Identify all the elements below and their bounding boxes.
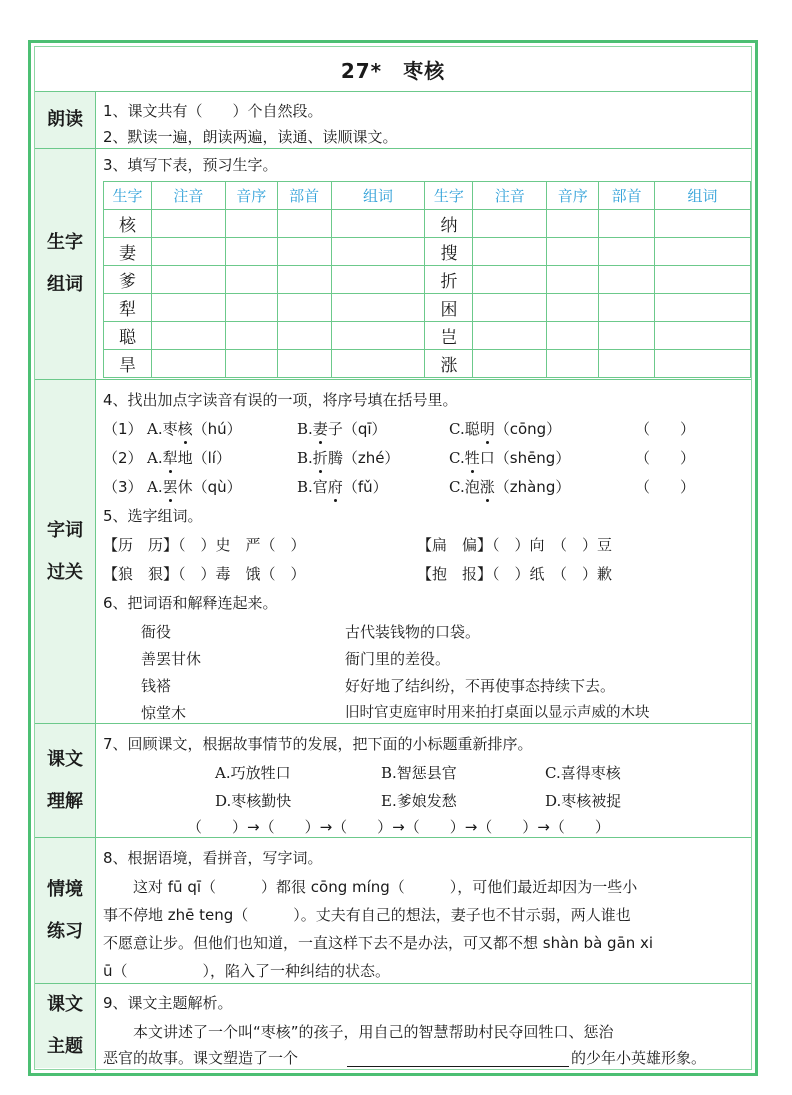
q6-term[interactable]: 钱褡 bbox=[141, 677, 172, 695]
answer-cell[interactable] bbox=[331, 210, 425, 238]
question-4: 4、找出加点字读音有误的一项，将序号填在括号里。 bbox=[103, 391, 458, 409]
q4-number: （2） bbox=[103, 449, 143, 467]
answer-cell[interactable] bbox=[225, 238, 277, 266]
q4-answer-blank[interactable]: （ ） bbox=[635, 449, 696, 467]
answer-cell[interactable] bbox=[277, 350, 331, 378]
vocab-char: 涨 bbox=[425, 350, 473, 378]
q5-left-set[interactable]: 【狼 狠】（ ）毒 饿（ ） bbox=[103, 565, 306, 583]
q6-definition[interactable]: 旧时官吏庭审时用来拍打桌面以显示声威的木块 bbox=[345, 705, 650, 721]
answer-cell[interactable] bbox=[655, 266, 751, 294]
answer-cell[interactable] bbox=[331, 350, 425, 378]
q7-order-blanks[interactable]: （ ）→（ ）→（ ）→（ ）→（ ）→（ ） bbox=[187, 818, 610, 836]
vocab-header: 注音 bbox=[151, 182, 225, 210]
table-row bbox=[104, 238, 751, 266]
answer-cell[interactable] bbox=[547, 350, 599, 378]
dotted-char: 核 bbox=[177, 420, 193, 438]
category-new-characters: 生字 组词 bbox=[35, 149, 95, 379]
dotted-char: 罢 bbox=[162, 478, 178, 496]
dotted-char: 明 bbox=[479, 420, 495, 438]
answer-cell[interactable] bbox=[473, 266, 547, 294]
q9-line: 本文讲述了一个叫“枣核”的孩子，用自己的智慧帮助村民夺回牲口、惩治 bbox=[103, 1023, 614, 1041]
dotted-char: 妻 bbox=[312, 420, 328, 438]
question-6: 6、把词语和解释连起来。 bbox=[103, 594, 278, 612]
answer-cell[interactable] bbox=[277, 294, 331, 322]
category-word-check: 字词 过关 bbox=[35, 380, 95, 723]
answer-cell[interactable] bbox=[151, 294, 225, 322]
vocab-header: 部首 bbox=[277, 182, 331, 210]
vocab-char: 爹 bbox=[104, 266, 152, 294]
answer-cell[interactable] bbox=[473, 238, 547, 266]
question-3: 3、填写下表，预习生字。 bbox=[103, 156, 278, 174]
divider bbox=[35, 148, 751, 149]
category-reading: 朗读 bbox=[35, 92, 95, 148]
answer-cell[interactable] bbox=[225, 322, 277, 350]
q4-answer-blank[interactable]: （ ） bbox=[635, 478, 696, 496]
answer-cell[interactable] bbox=[473, 350, 547, 378]
answer-cell[interactable] bbox=[151, 322, 225, 350]
q6-definition[interactable]: 好好地了结纠纷，不再使事态持续下去。 bbox=[345, 677, 616, 695]
question-5: 5、选字组词。 bbox=[103, 507, 203, 525]
dotted-char: 涨 bbox=[479, 478, 495, 496]
answer-cell[interactable] bbox=[331, 294, 425, 322]
divider bbox=[35, 379, 751, 380]
q7-option: E.爹娘发愁 bbox=[381, 792, 457, 810]
divider bbox=[35, 91, 751, 92]
q8-line: ū（ ），陷入了一种纠结的状态。 bbox=[103, 962, 391, 980]
answer-cell[interactable] bbox=[547, 294, 599, 322]
answer-cell[interactable] bbox=[331, 238, 425, 266]
question-1: 1、课文共有（ ）个自然段。 bbox=[103, 102, 323, 120]
vocab-header-row bbox=[104, 182, 751, 210]
vocab-char: 困 bbox=[425, 294, 473, 322]
q8-line: 不愿意让步。但他们也知道，一直这样下去不是办法，可又都不想 shàn bà gān xi bbox=[103, 934, 654, 952]
answer-cell[interactable] bbox=[277, 238, 331, 266]
q6-definition[interactable]: 衙门里的差役。 bbox=[345, 650, 451, 668]
q4-option-c: C.聪明（cōng） bbox=[449, 420, 562, 438]
answer-cell[interactable] bbox=[225, 266, 277, 294]
q6-term[interactable]: 惊堂木 bbox=[141, 704, 187, 722]
table-row bbox=[104, 322, 751, 350]
q4-option-c: C.牲口（shēng） bbox=[449, 449, 571, 467]
question-7: 7、回顾课文，根据故事情节的发展，把下面的小标题重新排序。 bbox=[103, 735, 533, 753]
q8-line: 事不停地 zhē teng（ ）。丈夫有自己的想法，妻子也不甘示弱，两人谁也 bbox=[103, 906, 631, 924]
answer-cell[interactable] bbox=[225, 294, 277, 322]
q7-option: B.智惩县官 bbox=[381, 764, 457, 782]
answer-cell[interactable] bbox=[655, 322, 751, 350]
q4-option-a: A.罢休（qù） bbox=[147, 478, 242, 496]
vocab-header: 组词 bbox=[331, 182, 425, 210]
divider bbox=[35, 723, 751, 724]
q4-number: （3） bbox=[103, 478, 143, 496]
answer-cell[interactable] bbox=[277, 210, 331, 238]
q4-option-a: A.枣核（hú） bbox=[147, 420, 242, 438]
answer-cell[interactable] bbox=[655, 350, 751, 378]
vocab-table bbox=[103, 181, 751, 378]
answer-cell[interactable] bbox=[277, 322, 331, 350]
table-row bbox=[104, 266, 751, 294]
vocab-char: 妻 bbox=[104, 238, 152, 266]
answer-cell[interactable] bbox=[655, 210, 751, 238]
answer-cell[interactable] bbox=[473, 294, 547, 322]
q4-option-b: B.折腾（zhé） bbox=[297, 449, 400, 467]
answer-cell[interactable] bbox=[473, 210, 547, 238]
q7-option: C.喜得枣核 bbox=[545, 764, 621, 782]
answer-cell[interactable] bbox=[599, 322, 655, 350]
vocab-header: 生字 bbox=[104, 182, 152, 210]
q6-term[interactable]: 善罢甘休 bbox=[141, 650, 202, 668]
answer-cell[interactable] bbox=[277, 266, 331, 294]
q4-option-b: B.妻子（qī） bbox=[297, 420, 387, 438]
column-divider bbox=[95, 91, 96, 1071]
q4-option-a: A.犁地（lí） bbox=[147, 449, 231, 467]
q6-term[interactable]: 衙役 bbox=[141, 623, 172, 641]
answer-cell[interactable] bbox=[599, 294, 655, 322]
question-8: 8、根据语境，看拼音，写字词。 bbox=[103, 849, 323, 867]
vocab-char: 纳 bbox=[425, 210, 473, 238]
q5-right-set[interactable]: 【抱 报】（ ）纸 （ ）歉 bbox=[417, 565, 613, 583]
answer-cell[interactable] bbox=[151, 350, 225, 378]
q5-left-set[interactable]: 【历 历】（ ）史 严（ ） bbox=[103, 536, 306, 554]
q4-option-c: C.泡涨（zhàng） bbox=[449, 478, 571, 496]
answer-cell[interactable] bbox=[655, 294, 751, 322]
answer-cell[interactable] bbox=[599, 266, 655, 294]
vocab-char: 犁 bbox=[104, 294, 152, 322]
answer-cell[interactable] bbox=[547, 266, 599, 294]
answer-cell[interactable] bbox=[151, 238, 225, 266]
question-9: 9、课文主题解析。 bbox=[103, 994, 233, 1012]
answer-cell[interactable] bbox=[547, 322, 599, 350]
vocab-header: 音序 bbox=[547, 182, 599, 210]
dotted-char: 牲 bbox=[464, 449, 480, 467]
q7-option: D.枣核被捉 bbox=[545, 792, 622, 810]
q6-definition[interactable]: 古代装钱物的口袋。 bbox=[345, 623, 481, 641]
q4-number: （1） bbox=[103, 420, 143, 438]
q4-option-b: B.官府（fǔ） bbox=[297, 478, 388, 496]
answer-cell[interactable] bbox=[599, 350, 655, 378]
answer-cell[interactable] bbox=[151, 210, 225, 238]
category-comprehension: 课文 理解 bbox=[35, 724, 95, 837]
q9-answer-underline[interactable] bbox=[347, 1066, 569, 1067]
answer-cell[interactable] bbox=[599, 238, 655, 266]
vocab-header: 音序 bbox=[225, 182, 277, 210]
vocab-char: 聪 bbox=[104, 322, 152, 350]
answer-cell[interactable] bbox=[473, 322, 547, 350]
vocab-header: 部首 bbox=[599, 182, 655, 210]
answer-cell[interactable] bbox=[225, 210, 277, 238]
q5-right-set[interactable]: 【扁 偏】（ ）向 （ ）豆 bbox=[417, 536, 613, 554]
worksheet-frame bbox=[28, 40, 758, 1076]
answer-cell[interactable] bbox=[225, 350, 277, 378]
answer-cell[interactable] bbox=[547, 210, 599, 238]
vocab-header: 生字 bbox=[425, 182, 473, 210]
category-context-practice: 情境 练习 bbox=[35, 838, 95, 983]
dotted-char: 犁 bbox=[162, 449, 178, 467]
divider bbox=[35, 983, 751, 984]
q9-line-prefix: 恶官的故事。课文塑造了一个 bbox=[103, 1049, 299, 1067]
answer-cell[interactable] bbox=[331, 266, 425, 294]
answer-cell[interactable] bbox=[655, 238, 751, 266]
vocab-char: 岂 bbox=[425, 322, 473, 350]
q8-line: 这对 fū qī（ ）都很 cōng míng（ ），可他们最近却因为一些小 bbox=[103, 878, 638, 896]
question-2: 2、默读一遍，朗读两遍，读通、读顺课文。 bbox=[103, 128, 398, 146]
vocab-char: 核 bbox=[104, 210, 152, 238]
table-row bbox=[104, 350, 751, 378]
answer-cell[interactable] bbox=[599, 210, 655, 238]
vocab-header: 组词 bbox=[655, 182, 751, 210]
category-theme: 课文 主题 bbox=[35, 984, 95, 1068]
q7-option: D.枣核勤快 bbox=[215, 792, 292, 810]
vocab-char: 旱 bbox=[104, 350, 152, 378]
vocab-char: 搜 bbox=[425, 238, 473, 266]
vocab-char: 折 bbox=[425, 266, 473, 294]
q4-answer-blank[interactable]: （ ） bbox=[635, 420, 696, 438]
vocab-header: 注音 bbox=[473, 182, 547, 210]
divider bbox=[35, 837, 751, 838]
q9-line-suffix: 的少年小英雄形象。 bbox=[571, 1049, 707, 1067]
table-row bbox=[104, 210, 751, 238]
q7-option: A.巧放牲口 bbox=[215, 764, 291, 782]
page-title: 27* 枣核 bbox=[340, 59, 446, 83]
dotted-char: 折 bbox=[312, 449, 328, 467]
answer-cell[interactable] bbox=[547, 238, 599, 266]
table-row bbox=[104, 294, 751, 322]
answer-cell[interactable] bbox=[151, 266, 225, 294]
answer-cell[interactable] bbox=[331, 322, 425, 350]
dotted-char: 府 bbox=[327, 478, 343, 496]
